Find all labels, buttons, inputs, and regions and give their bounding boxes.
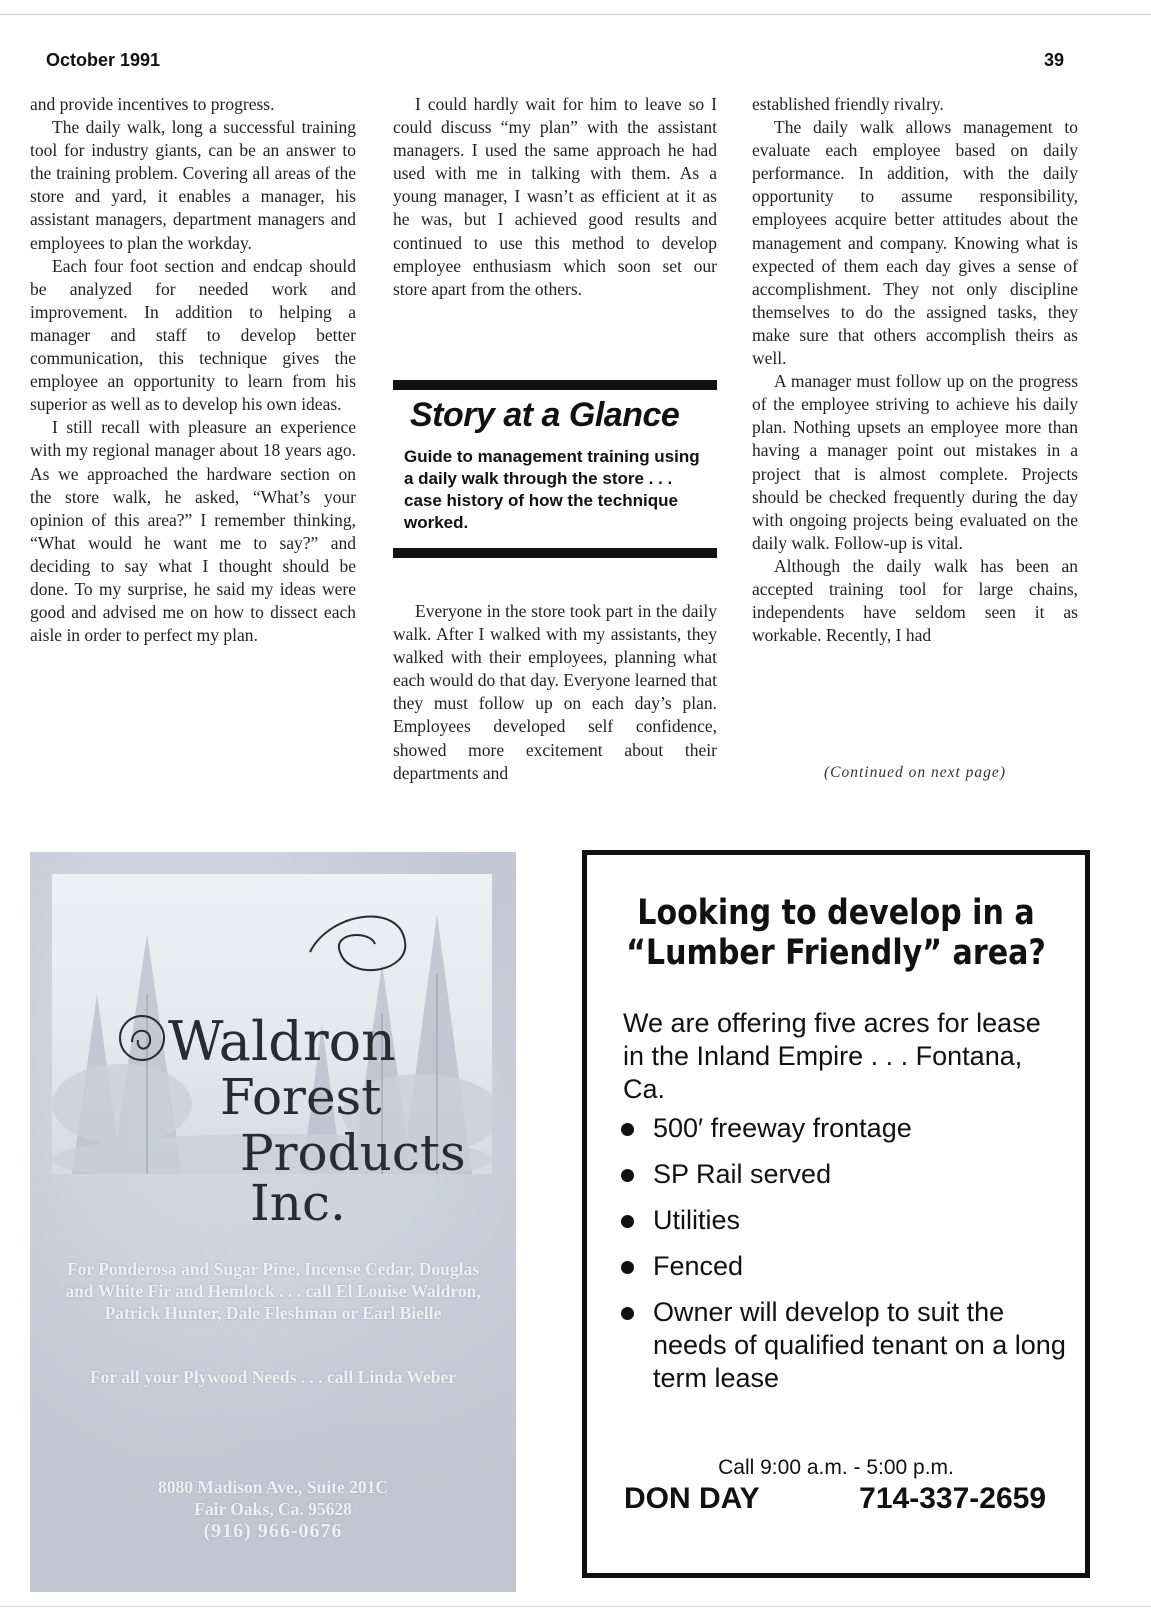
headline-line-1: Looking to develop in a: [637, 893, 1035, 933]
contact-phone: 714-337-2659: [859, 1482, 1046, 1515]
paragraph: Although the daily walk has been an accepted training tool for large chains, independents have seldom seen it as workable. Recently, I had: [752, 555, 1078, 646]
page-number: 39: [1043, 50, 1064, 70]
paragraph: I could hardly wait for him to leave so I could discuss “my plan” with the assistant managers. I used the same approach he had used with me in talking with them. As a young manager, I wasn’t as efficient at it as he was, but I achieved good results and continued to use this method to develop employee enthusiasm which soon set our store apart from the others.: [393, 94, 717, 299]
glance-top-bar: [393, 380, 717, 390]
article-column-2-bottom: [393, 600, 717, 785]
paragraph: A manager must follow up on the progress of the employee striving to achieve his daily plan. Nothing upsets an employee more than having a manager point out mistakes in a project that is almost complete. Projects should be checked frequently during the day with ongoing projects being evaluated on the daily walk. Follow-up is vital.: [752, 371, 1078, 553]
logo-line-2: Forest: [220, 1068, 382, 1126]
paragraph: The daily walk, long a successful training tool for industry giants, can be an answer to the training problem. Covering all areas of the store and yard, it enables a manager, his assistant managers, department managers and employees to plan the workday.: [30, 117, 356, 253]
feature-item: [621, 1250, 1071, 1283]
contact-name: DON DAY: [624, 1482, 760, 1515]
address-line-1: 8080 Madison Ave., Suite 201C: [157, 1477, 389, 1497]
running-head-date: October 1991: [46, 50, 161, 70]
paragraph: established friendly rivalry.: [752, 94, 944, 114]
bottom-rule: [0, 1606, 1151, 1607]
call-hours: Call 9:00 a.m. - 5:00 p.m.: [718, 1456, 954, 1479]
bullet-icon: [621, 1123, 634, 1136]
waldron-address: [58, 1476, 488, 1542]
waldron-phone: (916) 966-0676: [203, 1520, 343, 1542]
glance-deck: Guide to management training using a daily walk through the store . . . case history of how the technique worked.: [404, 447, 700, 532]
paragraph: Everyone in the store took part in the daily walk. After I walked with my assistants, they walked with their employees, planning what each would do that day. Everyone learned that they must follow up on each day’s plan. Employees developed self confidence, showed more excitement about their departments and: [393, 601, 717, 783]
waldron-species-info: For Ponderosa and Sugar Pine, Incense Cedar, Douglas and White Fir and Hemlock . . . call El Louise Waldron, Patrick Hunter, Dale Fleshman or Earl Bielle: [65, 1259, 481, 1323]
property-ad: [582, 850, 1090, 1578]
waldron-ad: [30, 852, 516, 1592]
glance-bottom-bar: [393, 548, 717, 558]
feature-item: [621, 1112, 1071, 1145]
bullet-icon: [621, 1307, 634, 1320]
feature-text: Owner will develop to suit the needs of qualified tenant on a long term lease: [653, 1297, 1066, 1393]
logo-line-1: Waldron: [168, 1010, 396, 1073]
feature-item: [621, 1204, 1071, 1237]
paragraph: and provide incentives to progress.: [30, 94, 275, 114]
address-line-2: Fair Oaks, Ca. 95628: [194, 1499, 352, 1519]
paragraph: I still recall with pleasure an experience with my regional manager about 18 years ago. As we approached the hardware section on the store walk, he asked, “What’s your opinion of this area?” I remember thinking, “What would he want me to say?” and deciding to say what I thought should be done. To my surprise, he said my ideas were good and advised me on how to dissect each aisle in order to perfect my plan.: [30, 417, 356, 646]
article-column-3: [752, 93, 1078, 647]
glance-heading: Story at a Glance: [410, 396, 680, 434]
logo-line-4: Inc.: [250, 1174, 346, 1232]
story-at-a-glance-box: [393, 380, 717, 558]
feature-text: 500′ freeway frontage: [653, 1113, 912, 1143]
paragraph: The daily walk allows management to evaluate each employee based on daily performance. In addition, with the daily opportunity to assume responsibility, employees acquire better attitudes about the management and company. Knowing what is expected of them each day gives a sense of accomplishment. They not only discipline themselves to do the assigned tasks, they make sure that others accomplish theirs as well.: [752, 117, 1078, 369]
feature-item: [621, 1296, 1071, 1395]
property-intro: We are offering five acres for lease in the Inland Empire . . . Fontana, Ca.: [623, 1008, 1041, 1104]
bullet-icon: [621, 1169, 634, 1182]
waldron-logo: [70, 892, 490, 1182]
property-features-list: [621, 1112, 1071, 1408]
bullet-icon: [621, 1215, 634, 1228]
waldron-logo-inc: [240, 1168, 380, 1238]
article-column-1: [30, 93, 356, 647]
bullet-icon: [621, 1261, 634, 1274]
feature-text: Fenced: [653, 1251, 744, 1281]
feature-item: [621, 1158, 1071, 1191]
property-headline: [622, 893, 1050, 973]
continued-note: (Continued on next page): [824, 764, 1006, 781]
feature-text: Utilities: [653, 1205, 741, 1235]
paragraph: Each four foot section and endcap should be analyzed for needed work and improvement. In addition to helping a manager and staff to develop better communication, this technique gives the employee an opportunity to learn from his superior as well as to develop his own ideas.: [30, 255, 356, 415]
headline-line-2: “Lumber Friendly” area?: [626, 933, 1046, 973]
feature-text: SP Rail served: [653, 1159, 832, 1189]
top-rule: [0, 14, 1151, 15]
article-column-2-top: [393, 93, 717, 301]
waldron-plywood-info: For all your Plywood Needs . . . call Linda Weber: [89, 1367, 457, 1387]
logo-line-3: Products: [240, 1124, 466, 1182]
